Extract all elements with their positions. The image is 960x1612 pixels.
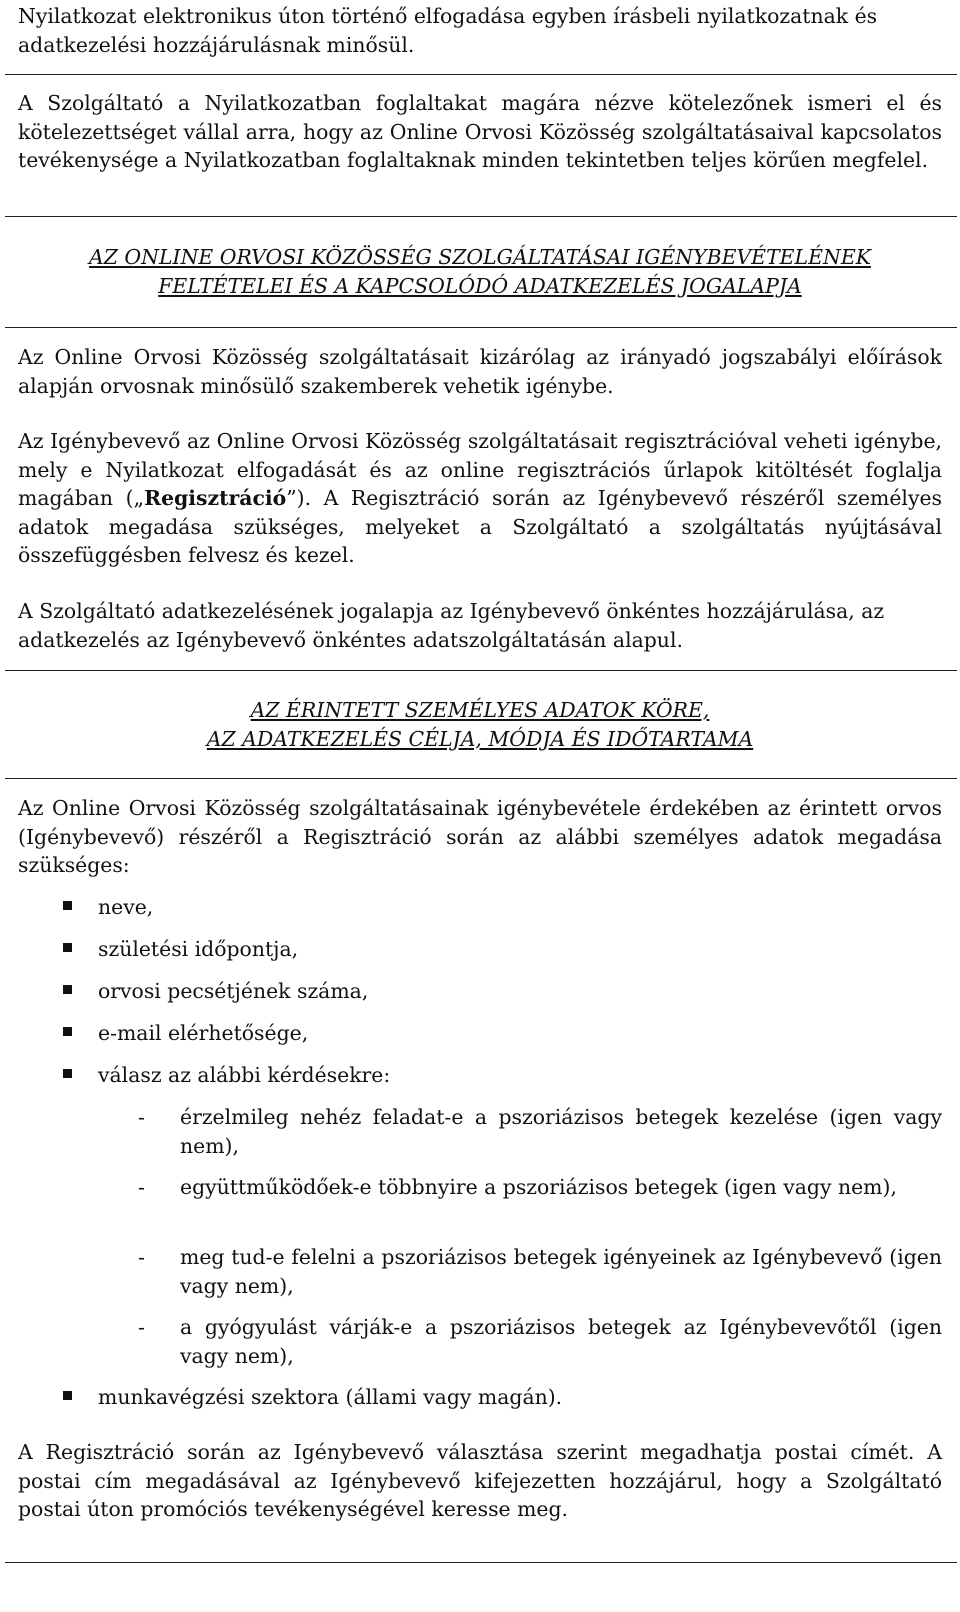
section-heading-1-line-1: AZ ONLINE ORVOSI KÖZÖSSÉG SZOLGÁLTATÁSAI IGÉNYBEVÉTELÉNEK (89, 245, 871, 269)
sub-list-item-label: együttműködőek-e többnyire a pszoriázisos betegek (igen vagy nem), (180, 1175, 897, 1199)
section2-paragraph-1: Az Online Orvosi Közösség szolgáltatásainak igénybevétele érdekében az érintett orvos (Igénybevevő) részéről a Regisztráció során az alábbi személyes adatok megadása szükséges: (18, 796, 942, 877)
divider (5, 216, 957, 217)
dash-marker: - (138, 1245, 145, 1269)
list-item-label: születési időpontja, (98, 937, 299, 961)
square-bullet-icon (63, 985, 72, 994)
intro-paragraph-1: Nyilatkozat elektronikus úton történő elfogadása egyben írásbeli nyilatkozatnak és adatkezelési hozzájárulásnak minősül. (18, 4, 878, 57)
divider (5, 1562, 957, 1563)
section2-paragraph-2: A Regisztráció során az Igénybevevő választása szerint megadhatja postai címét. A postai cím megadásával az Igénybevevő kifejezetten hozzájárul, hogy a Szolgáltató postai úton promóciós tevékenységével keresse meg. (18, 1440, 942, 1521)
square-bullet-icon (63, 943, 72, 952)
dash-marker: - (138, 1175, 145, 1199)
section-heading-2-line-2: AZ ADATKEZELÉS CÉLJA, MÓDJA ÉS IDŐTARTAMA (206, 726, 754, 751)
registration-term: Regisztráció (144, 486, 287, 510)
list-item-label: e-mail elérhetősége, (98, 1021, 309, 1045)
sub-list-item-label: a gyógyulást várják-e a pszoriázisos betegek az Igénybevevőtől (igen vagy nem), (180, 1315, 942, 1368)
square-bullet-icon (63, 1027, 72, 1036)
intro-paragraph-2: A Szolgáltató a Nyilatkozatban foglaltakat magára nézve kötelezőnek ismeri el és kötelezettséget vállal arra, hogy az Online Orvosi Közösség szolgáltatásaival kapcsolatos tevékenysége a Nyilatkozatban foglaltaknak minden tekintetben teljes körűen megfelel. (18, 91, 942, 172)
square-bullet-icon (63, 901, 72, 910)
square-bullet-icon (63, 1391, 72, 1400)
sub-list-item-label: érzelmileg nehéz feladat-e a pszoriázisos betegek kezelése (igen vagy nem), (180, 1105, 942, 1158)
section1-paragraph-1: Az Online Orvosi Közösség szolgáltatásait kizárólag az irányadó jogszabályi előírások alapján orvosnak minősülő szakemberek vehetik igénybe. (18, 345, 942, 398)
section1-paragraph-3: A Szolgáltató adatkezelésének jogalapja az Igénybevevő önkéntes hozzájárulása, az adatkezelés az Igénybevevő önkéntes adatszolgáltatásán alapul. (18, 599, 885, 652)
square-bullet-icon (63, 1069, 72, 1078)
divider (5, 670, 957, 671)
list-item-label: munkavégzési szektora (állami vagy magán). (98, 1385, 563, 1409)
section1-paragraph-2-text: Az Igénybevevő az Online Orvosi Közösség szolgáltatásait regisztrációval veheti igénybe, mely e Nyilatkozat elfogadását és az online regisztrációs űrlapok kitöltését foglalja magában ( (18, 429, 942, 510)
list-item-label: orvosi pecsétjének száma, (98, 979, 369, 1003)
section-heading-1-line-2: FELTÉTELEI ÉS A KAPCSOLÓDÓ ADATKEZELÉS JOGALAPJA (158, 273, 802, 298)
section-heading-2-line-1: AZ ÉRINTETT SZEMÉLYES ADATOK KÖRE, (250, 698, 710, 722)
dash-marker: - (138, 1105, 145, 1129)
divider (5, 74, 957, 75)
list-item-label: válasz az alábbi kérdésekre: (98, 1063, 391, 1087)
section-heading-1 (18, 243, 942, 300)
section1-paragraph-2 (18, 427, 942, 570)
sub-list-item-label: meg tud-e felelni a pszoriázisos betegek igényeinek az Igénybevevő (igen vagy nem), (180, 1245, 942, 1298)
dash-marker: - (138, 1315, 145, 1339)
section-heading-2 (18, 696, 942, 753)
divider (5, 327, 957, 328)
section1-paragraph-2-text-end: ”). A Regisztráció során az Igénybevevő részéről személyes adatok megadása szükséges, melyeket a Szolgáltató a szolgáltatás nyújtásával összefüggésben felvesz és kezel. (18, 486, 942, 567)
list-item-label: neve, (98, 895, 154, 919)
divider (5, 778, 957, 779)
open-quote: „ (133, 486, 145, 510)
